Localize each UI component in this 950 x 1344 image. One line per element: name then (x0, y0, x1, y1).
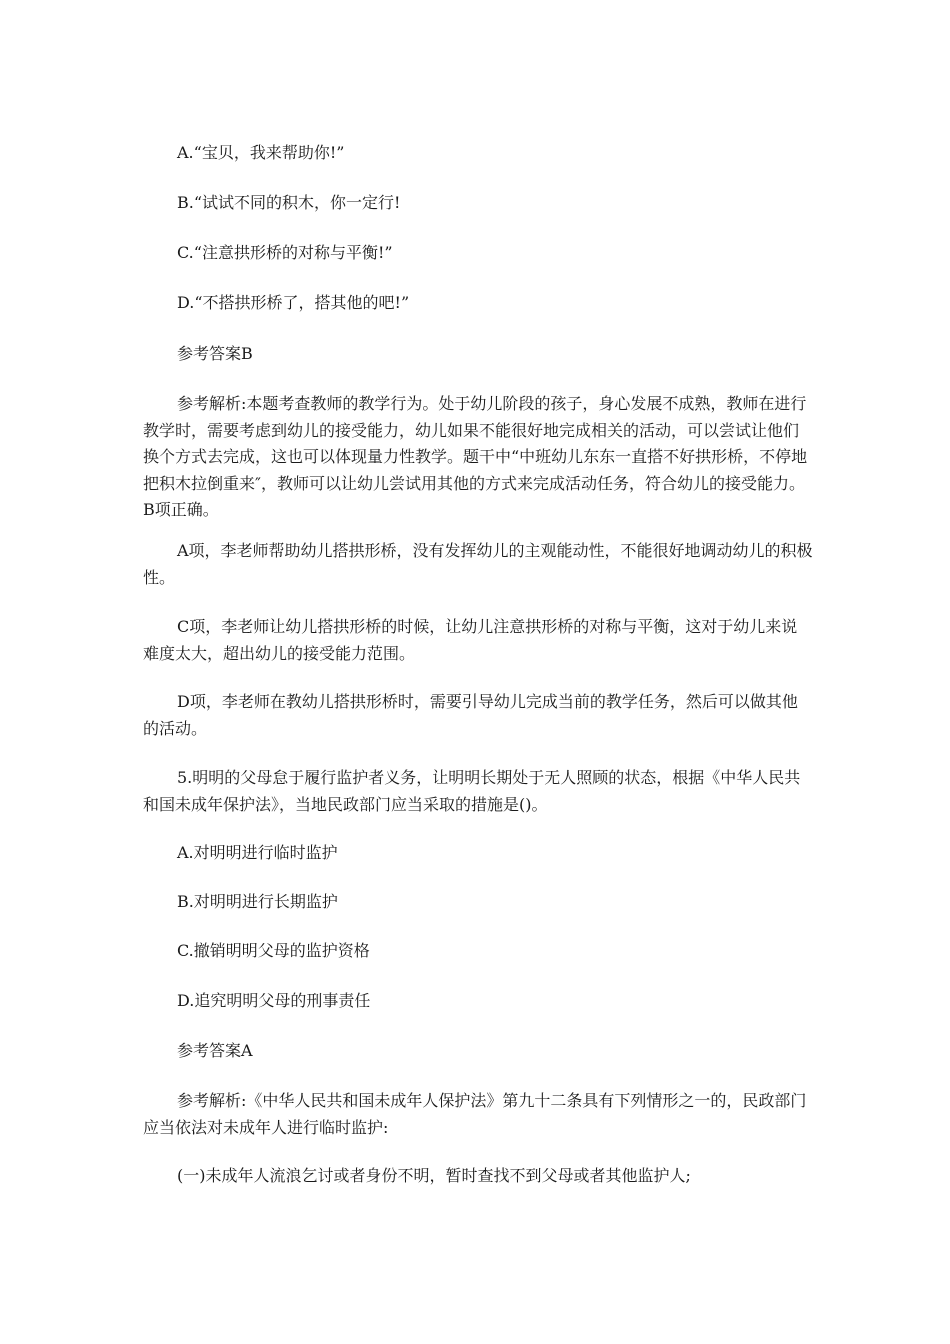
q4-explanation-d: D项，李老师在教幼儿搭拱形桥时，需要引导幼儿完成当前的教学任务，然后可以做其他的活动。 (143, 692, 798, 738)
q5-analysis: 参考解析:《中华人民共和国未成年人保护法》第九十二条具有下列情形之一的，民政部门应当依法对未成年人进行临时监护: (143, 1091, 807, 1137)
q5-option-d: D.追究明明父母的刑事责任 (177, 991, 371, 1010)
q4-option-a: A.“宝贝，我来帮助你!” (177, 143, 345, 162)
q5-option-a: A.对明明进行临时监护 (177, 843, 338, 862)
q4-option-c: C.“注意拱形桥的对称与平衡!” (177, 243, 393, 262)
q5-answer: 参考答案A (177, 1041, 253, 1060)
q4-explanation-c: C项，李老师让幼儿搭拱形桥的时候，让幼儿注意拱形桥的对称与平衡，这对于幼儿来说难度太大，超出幼儿的接受能力范围。 (143, 617, 798, 663)
q5-stem: 5.明明的父母怠于履行监护者义务，让明明长期处于无人照顾的状态，根据《中华人民共和国未成年保护法》，当地民政部门应当采取的措施是()。 (143, 768, 801, 814)
q5-option-b: B.对明明进行长期监护 (177, 892, 338, 911)
q4-option-d: D.“不搭拱形桥了，搭其他的吧!” (177, 293, 410, 312)
q4-explanation-a: A项，李老师帮助幼儿搭拱形桥，没有发挥幼儿的主观能动性，不能很好地调动幼儿的积极性。 (143, 541, 813, 587)
q4-answer: 参考答案B (177, 344, 253, 363)
q4-option-b: B.“试试不同的积木，你一定行! (177, 193, 401, 212)
q4-analysis: 参考解析:本题考查教师的教学行为。处于幼儿阶段的孩子，身心发展不成熟，教师在进行教学时，需要考虑到幼儿的接受能力，幼儿如果不能很好地完成相关的活动，可以尝试让他们换个方式去完成，这也可以体现量力性教学。题干中“中班幼儿东东一直搭不好拱形桥，不停地把积木拉倒重来″，教师可以让幼儿尝试用其他的方式来完成活动任务，符合幼儿的接受能力。B项正确。 (143, 394, 808, 519)
q5-clause-1: (一)未成年人流浪乞讨或者身份不明，暂时查找不到父母或者其他监护人; (177, 1166, 691, 1185)
q5-option-c: C.撤销明明父母的监护资格 (177, 941, 370, 960)
